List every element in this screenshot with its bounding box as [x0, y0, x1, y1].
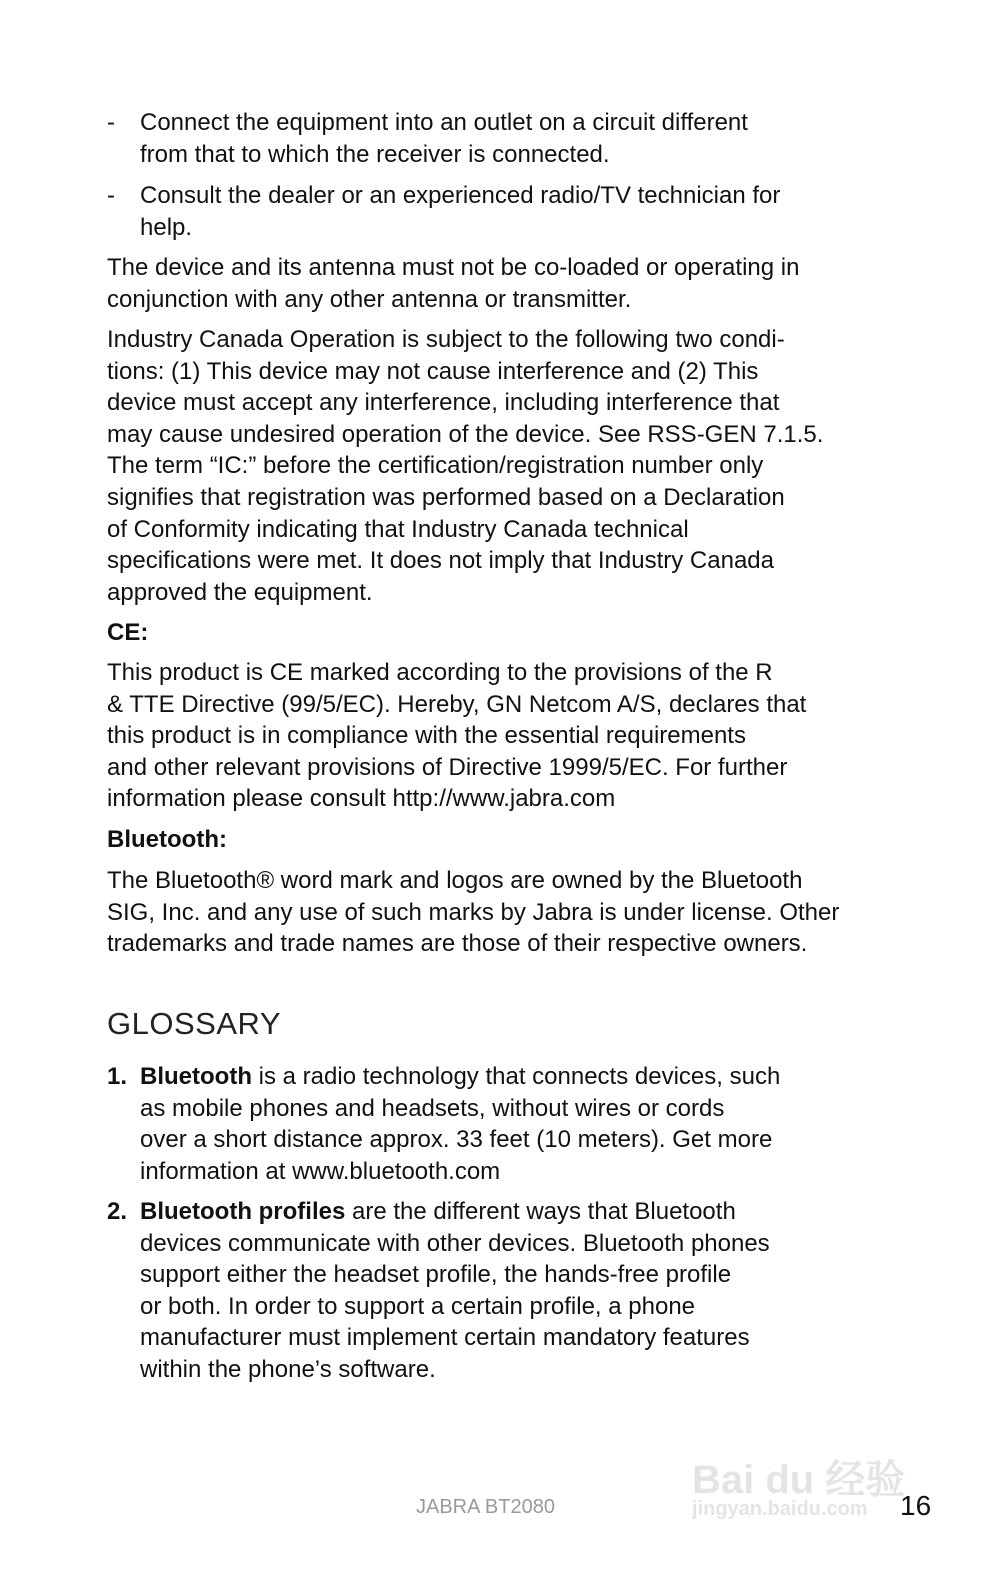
text-line: The device and its antenna must not be co-loaded or operating in [107, 254, 800, 281]
text-line: conjunction with any other antenna or transmitter. [107, 285, 632, 313]
text-line [140, 1061, 780, 1093]
text-line: information at www.bluetooth.com [140, 1157, 501, 1185]
text-line: & TTE Directive (99/5/EC). Hereby, GN Netcom A/S, declares that [107, 690, 807, 718]
paragraph-ce [107, 657, 806, 815]
heading-ce [107, 617, 148, 649]
text-line: device must accept any interference, including interference that [107, 389, 780, 417]
list-number [107, 1196, 127, 1228]
list-number [107, 1061, 127, 1093]
text-line: The Bluetooth® word mark and logos are owned by the Bluetooth [107, 867, 803, 894]
text-line: as mobile phones and headsets, without wires or cords [140, 1094, 725, 1122]
text-line [140, 1196, 770, 1228]
text-line: or both. In order to support a certain profile, a phone [140, 1292, 696, 1320]
text-line: manufacturer must implement certain mandatory features [140, 1324, 750, 1352]
bullet-marker: - [107, 109, 115, 136]
text: is a radio technology that connects devices, such [251, 1063, 781, 1090]
bullet-item [140, 180, 780, 243]
watermark-url: jingyan.baidu.com [692, 1498, 868, 1520]
paragraph-industry-canada [107, 324, 823, 608]
heading-bluetooth [107, 824, 227, 856]
text-line: support either the headset profile, the hands-free profile [140, 1261, 732, 1289]
glossary-title: GLOSSARY [107, 1006, 282, 1041]
glossary-item [140, 1196, 770, 1386]
text-line: Industry Canada Operation is subject to the following two condi- [107, 326, 785, 353]
text-line: tions: (1) This device may not cause interference and (2) This [107, 357, 759, 385]
text-line: and other relevant provisions of Directive 1999/5/EC. For further [107, 753, 788, 781]
text-line: within the phone’s software. [140, 1355, 436, 1383]
text-line: information please consult http://www.jabra.com [107, 785, 616, 813]
glossary-item [140, 1061, 780, 1187]
text-line: Connect the equipment into an outlet on a circuit different [140, 109, 748, 136]
heading-text: CE: [107, 619, 149, 646]
bullet-marker: - [107, 182, 115, 209]
text-line: signifies that registration was performed based on a Declaration [107, 483, 785, 511]
text-line: from that to which the receiver is connected. [140, 140, 610, 168]
text-line: this product is in compliance with the essential requirements [107, 722, 746, 750]
glossary-term: Bluetooth [140, 1063, 252, 1090]
glossary-definition [140, 1093, 780, 1188]
number-text: 1. [107, 1063, 128, 1090]
paragraph-bluetooth [107, 865, 839, 960]
text-line: devices communicate with other devices. Bluetooth phones [140, 1229, 770, 1257]
watermark-logo: Bai du 经验 [692, 1458, 906, 1502]
paragraph-antenna [107, 252, 799, 315]
text: are the different ways that Bluetooth [345, 1198, 736, 1225]
text-line: SIG, Inc. and any use of such marks by Jabra is under license. Other [107, 898, 840, 926]
number-text: 2. [107, 1198, 128, 1225]
text-line: approved the equipment. [107, 578, 373, 606]
footer-product-name: JABRA BT2080 [416, 1496, 555, 1518]
text-line: trademarks and trade names are those of their respective owners. [107, 930, 808, 958]
bullet-item [140, 107, 748, 170]
text-line: may cause undesired operation of the device. See RSS-GEN 7.1.5. [107, 420, 824, 448]
baidu-watermark [690, 1440, 915, 1530]
glossary-term: Bluetooth profiles [140, 1198, 346, 1225]
heading-text: Bluetooth: [107, 826, 227, 853]
text-line: of Conformity indicating that Industry Canada technical [107, 515, 689, 543]
text-line: help. [140, 213, 193, 241]
page-number: 16 [900, 1490, 932, 1521]
text-line: specifications were met. It does not imply that Industry Canada [107, 547, 774, 575]
text-line: This product is CE marked according to the provisions of the R [107, 659, 773, 686]
text-line: over a short distance approx. 33 feet (10 meters). Get more [140, 1126, 773, 1154]
text-line: Consult the dealer or an experienced radio/TV technician for [140, 182, 781, 209]
glossary-definition [140, 1228, 770, 1386]
text-line: The term “IC:” before the certification/registration number only [107, 452, 764, 480]
